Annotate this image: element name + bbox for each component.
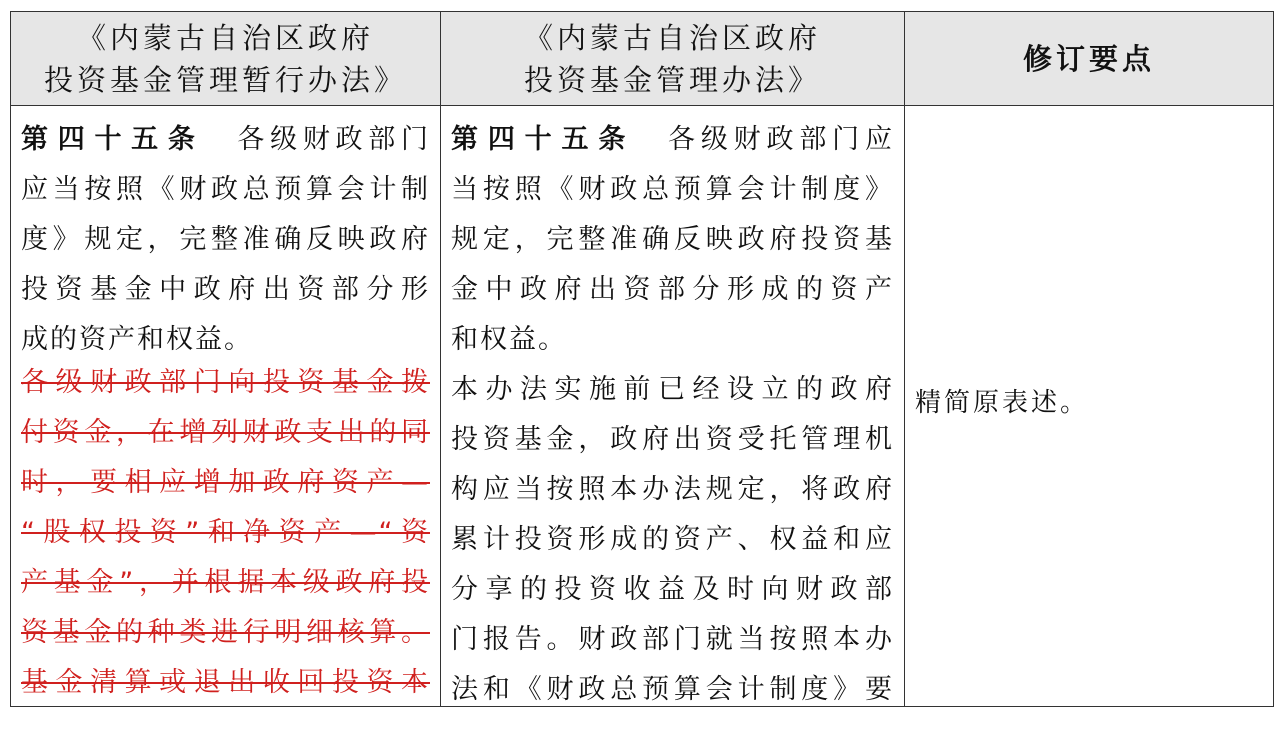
revision-note-cell — [905, 106, 1273, 707]
deleted-text: 时，要相应增加政府资产— — [21, 467, 430, 498]
old-text-line1-rest: 各级财政部门 — [237, 124, 430, 155]
deleted-text: “股权投资”和净资产—“资 — [21, 517, 430, 548]
table-body-row — [11, 106, 1273, 707]
deleted-text-line — [21, 565, 430, 615]
deleted-text-line — [21, 465, 430, 515]
header-new-regulation — [441, 12, 905, 105]
old-article-number: 第四十五条 — [21, 124, 205, 155]
old-text-line: 度》规定，完整准确反映政府 — [21, 224, 430, 255]
header-new-line-2: 投资基金管理办法》 — [523, 62, 821, 97]
header-new-line-1: 《内蒙古自治区政府 — [523, 20, 821, 55]
new-text-line: 累计投资形成的资产、权益和应 — [451, 524, 894, 555]
deleted-text: 基金清算或退出收回投资本 — [21, 667, 430, 698]
new-text-line: 当按照《财政总预算会计制度》 — [451, 174, 894, 205]
new-text-line: 投资基金，政府出资受托管理机 — [451, 424, 894, 455]
deleted-text-line — [21, 615, 430, 665]
deleted-text: 产基金”，并根据本级政府投 — [21, 567, 430, 598]
old-text-line — [21, 115, 430, 165]
deleted-text: 付资金，在增列财政支出的同 — [21, 417, 430, 448]
header-old-line-2: 投资基金管理暂行办法》 — [43, 62, 407, 97]
deleted-text-line — [21, 365, 430, 415]
new-text-line: 构应当按照本办法规定，将政府 — [451, 474, 894, 505]
old-text-line: 成的资产和权益。 — [21, 324, 253, 355]
deleted-text-line — [21, 515, 430, 565]
new-text-line: 分享的投资收益及时向财政部 — [451, 574, 894, 605]
header-old-regulation — [11, 12, 441, 105]
deleted-text-line — [21, 415, 430, 465]
header-revision-label: 修订要点 — [1022, 41, 1155, 76]
new-text-line1-rest: 各级财政部门应 — [668, 124, 894, 155]
new-text-line: 法和《财政总预算会计制度》要 — [451, 674, 894, 705]
revision-note: 精简原表述。 — [915, 387, 1090, 418]
new-text-line — [451, 115, 894, 165]
new-text-line: 本办法实施前已经设立的政府 — [451, 374, 894, 405]
deleted-text-line — [21, 665, 430, 707]
new-article-number: 第四十五条 — [451, 124, 636, 155]
old-text-line: 应当按照《财政总预算会计制 — [21, 174, 430, 205]
old-text-line: 投资基金中政府出资部分形 — [21, 274, 430, 305]
new-text-line: 和权益。 — [451, 324, 567, 355]
comparison-table — [10, 11, 1274, 707]
deleted-text: 资基金的种类进行明细核算。 — [21, 617, 430, 648]
old-text-cell — [11, 106, 441, 707]
new-text-cell — [441, 106, 905, 707]
new-text-line: 规定，完整准确反映政府投资基 — [451, 224, 894, 255]
new-text-line: 金中政府出资部分形成的资产 — [451, 274, 894, 305]
header-old-line-1: 《内蒙古自治区政府 — [76, 20, 374, 55]
new-text-line: 门报告。财政部门就当按照本办 — [451, 624, 894, 655]
table-header-row — [11, 12, 1273, 106]
header-revision-points — [905, 12, 1273, 105]
deleted-text: 各级财政部门向投资基金拨 — [21, 367, 430, 398]
